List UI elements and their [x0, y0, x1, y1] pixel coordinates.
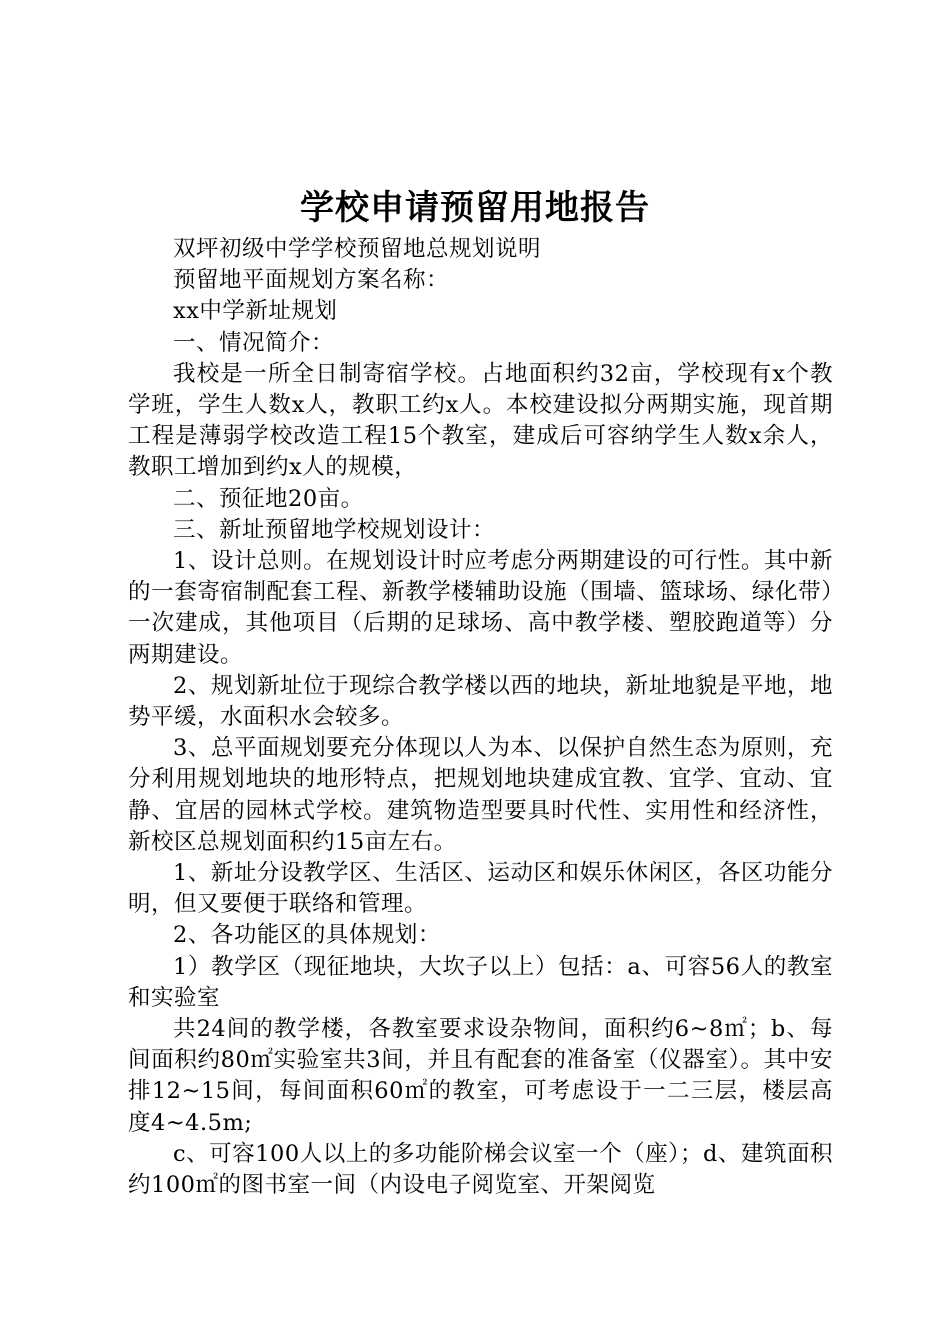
section-heading-overview: 一、情况简介：: [173, 329, 335, 356]
paragraph-classrooms: 共24间的教学楼，各教室要求设杂物间，面积约6~8㎡；b、每间面积约80㎡实验室共3间，并且有配套的准备室（仪器室）。其中安排12~15间，每间面积60㎡的教室，可考虑设于一二三层，楼层高度4~4.5m;: [128, 1016, 833, 1136]
paragraph-plan-heading: 双坪初级中学学校预留地总规划说明: [173, 236, 542, 262]
paragraph-overview: 我校是一所全日制寄宿学校。占地面积约32亩，学校现有x个教学班，学生人数x人，教职工约x人。本校建设拟分两期实施，现首期工程是薄弱学校改造工程15个教室，建成后可容纳学生人数x余人，教职工增加到约x人的规模，: [128, 360, 833, 481]
paragraph-plan-name-label: 预留地平面规划方案名称：: [173, 267, 450, 294]
section-heading-design: 三、新址预留地学校规划设计：: [173, 516, 496, 543]
paragraph-design-principle: 1、设计总则。在规划设计时应考虑分两期建设的可行性。其中新的一套寄宿制配套工程、新教学楼辅助设施（围墙、篮球场、绿化带）一次建成，其他项目（后期的足球场、高中教学楼、塑胶跑道等）分两期建设。: [128, 548, 833, 668]
paragraph-teaching-zone: 1）教学区（现征地块，大坎子以上）包括：a、可容56人的教室和实验室: [128, 953, 833, 1011]
document-body: [128, 234, 833, 1201]
paragraph-zones: 1、新址分设教学区、生活区、运动区和娱乐休闲区，各区功能分明，但又要便于联络和管理。: [128, 860, 833, 918]
paragraph-zone-plan-heading: 2、各功能区的具体规划：: [173, 922, 441, 949]
paragraph-master-plan: 3、总平面规划要充分体现以人为本、以保护自然生态为原则，充分利用规划地块的地形特点，把规划地块建成宜教、宜学、宜动、宜静、宜居的园林式学校。建筑物造型要具时代性、实用性和经济性，新校区总规划面积约15亩左右。: [128, 735, 833, 855]
paragraph-plan-name: xx中学新址规划: [173, 298, 338, 325]
paragraph-facilities: c、可容100人以上的多功能阶梯会议室一个（座）；d、建筑面积约100㎡的图书室一间（内设电子阅览室、开架阅览: [128, 1140, 833, 1199]
section-heading-land: 二、预征地20亩。: [173, 485, 364, 512]
document-title: 学校申请预留用地报告: [300, 188, 650, 228]
paragraph-site-location: 2、规划新址位于现综合教学楼以西的地块，新址地貌是平地，地势平缓，水面积水会较多。: [128, 672, 833, 731]
